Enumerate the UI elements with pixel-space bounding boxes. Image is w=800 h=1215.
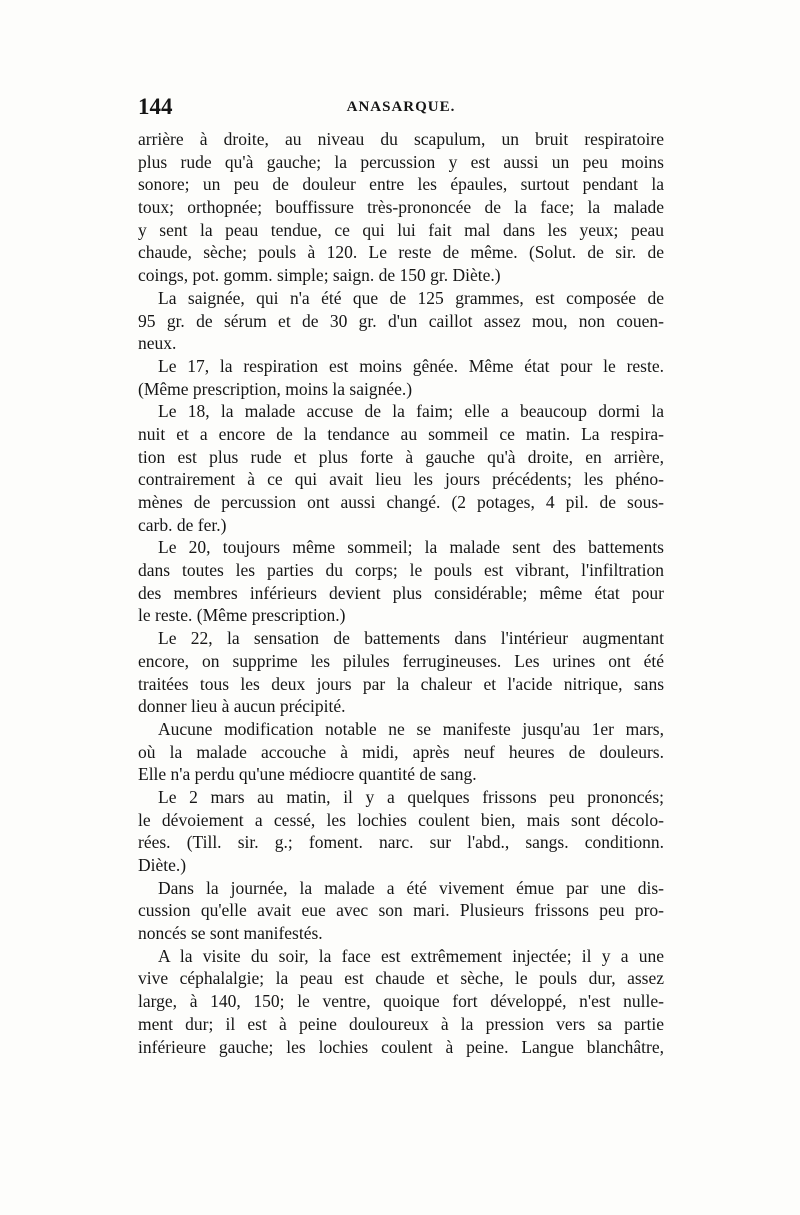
- text-line: Le 18, la malade accuse de la faim; elle a beaucoup dormi la: [158, 401, 664, 422]
- text-line: Dans la journée, la malade a été vivement émue par une dis-: [158, 877, 664, 898]
- text-line: ment dur; il est à peine douloureux à la pression vers sa partie: [138, 1013, 664, 1034]
- text-line: plus rude qu'à gauche; la percussion y est aussi un peu moins: [138, 151, 664, 172]
- page-number: 144: [138, 94, 173, 119]
- text-line: Le 22, la sensation de battements dans l'intérieur augmentant: [158, 628, 664, 649]
- text-line: Le 17, la respiration est moins gênée. Même état pour le reste.: [158, 355, 664, 376]
- text-line: La saignée, qui n'a été que de 125 grammes, est composée de: [158, 287, 664, 308]
- text-line: traitées tous les deux jours par la chaleur et l'acide nitrique, sans: [138, 673, 664, 694]
- text-line: mènes de percussion ont aussi changé. (2 potages, 4 pil. de sous-: [138, 492, 664, 512]
- text-line: nuit et a encore de la tendance au sommeil ce matin. La respira-: [138, 423, 664, 444]
- text-line: donner lieu à aucun précipité.: [138, 696, 346, 717]
- text-line: le dévoiement a cessé, les lochies coulent bien, mais sont décolo-: [138, 809, 664, 830]
- text-line: Diète.): [138, 855, 187, 875]
- text-line: large, à 140, 150; le ventre, quoique fort développé, n'est nulle-: [138, 991, 664, 1012]
- text-line: Aucune modification notable ne se manifeste jusqu'au 1er mars,: [158, 718, 664, 739]
- text-line: encore, on supprime les pilules ferrugineuses. Les urines ont été: [138, 650, 664, 671]
- body-text: [138, 128, 664, 1058]
- text-line: (Même prescription, moins la saignée.): [138, 378, 413, 399]
- text-line: neux.: [138, 333, 177, 354]
- text-line: 95 gr. de sérum et de 30 gr. d'un caillot assez mou, non couen-: [138, 310, 664, 331]
- text-line: carb. de fer.): [138, 514, 227, 535]
- text-line: inférieure gauche; les lochies coulent à peine. Langue blanchâtre,: [138, 1036, 664, 1057]
- text-line: tion est plus rude et plus forte à gauche qu'à droite, en arrière,: [138, 446, 664, 467]
- text-line: toux; orthopnée; bouffissure très-prononcée de la face; la malade: [138, 197, 664, 218]
- text-line: coings, pot. gomm. simple; saign. de 150 gr. Diète.): [138, 265, 501, 286]
- text-line: rées. (Till. sir. g.; foment. narc. sur l'abd., sangs. conditionn.: [138, 832, 664, 853]
- text-line: contrairement à ce qui avait lieu les jours précédents; les phéno-: [138, 469, 664, 490]
- text-line: cussion qu'elle avait eue avec son mari. Plusieurs frissons peu pro-: [138, 900, 664, 921]
- running-title: ANASARQUE.: [346, 99, 456, 115]
- text-line: Le 20, toujours même sommeil; la malade sent des battements: [158, 537, 664, 558]
- page-header: [138, 94, 664, 124]
- text-line: sonore; un peu de douleur entre les épaules, surtout pendant la: [138, 174, 664, 195]
- text-line: A la visite du soir, la face est extrêmement injectée; il y a une: [158, 945, 664, 966]
- text-line: arrière à droite, au niveau du scapulum, un bruit respiratoire: [138, 129, 664, 149]
- text-line: y sent la peau tendue, ce qui lui fait mal dans les yeux; peau: [138, 219, 664, 240]
- text-line: où la malade accouche à midi, après neuf heures de douleurs.: [138, 741, 664, 762]
- text-line: Le 2 mars au matin, il y a quelques frissons peu prononcés;: [158, 786, 664, 807]
- text-line: chaude, sèche; pouls à 120. Le reste de même. (Solut. de sir. de: [138, 242, 664, 263]
- text-line: noncés se sont manifestés.: [138, 923, 323, 944]
- text-line: le reste. (Même prescription.): [138, 605, 346, 626]
- text-line: des membres inférieurs devient plus considérable; même état pour: [138, 582, 664, 603]
- text-line: vive céphalalgie; la peau est chaude et sèche, le pouls dur, assez: [138, 968, 664, 989]
- text-line: dans toutes les parties du corps; le pouls est vibrant, l'infiltration: [138, 560, 664, 581]
- text-line: Elle n'a perdu qu'une médiocre quantité de sang.: [138, 764, 477, 785]
